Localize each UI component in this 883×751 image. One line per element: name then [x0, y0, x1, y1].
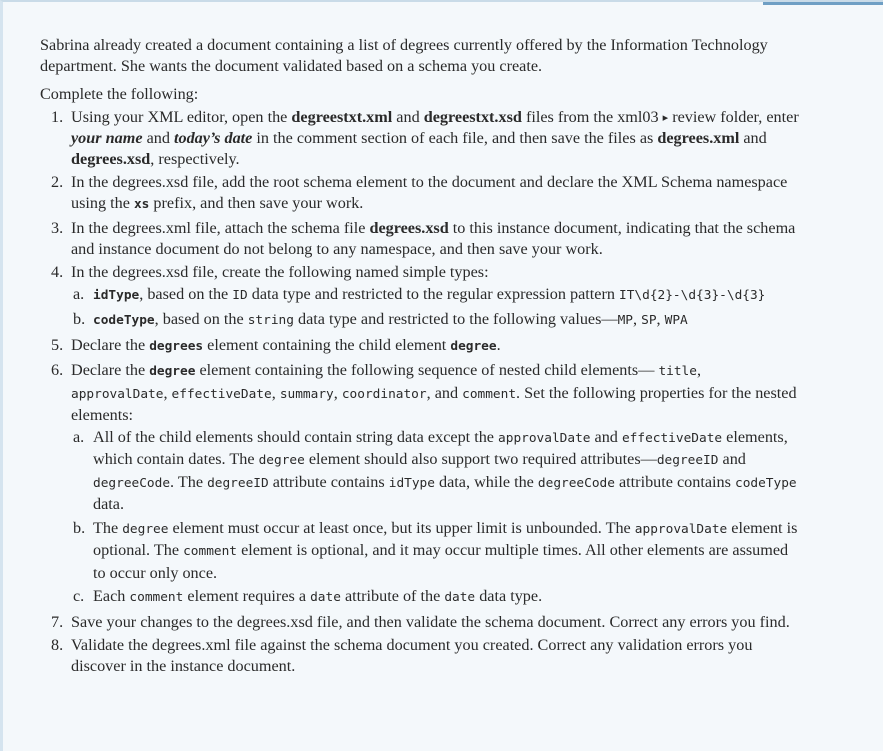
substep-letter: c. — [73, 587, 85, 605]
step-text: Declare the — [71, 335, 150, 354]
step-6 — [40, 360, 800, 609]
substep-6a — [71, 427, 800, 515]
code-date-type: date — [444, 590, 476, 605]
step-text: attribute contains — [614, 472, 735, 491]
step-text: data, while the — [434, 472, 538, 491]
step-number: 1. — [51, 107, 64, 126]
step-text: review folder, enter — [668, 107, 799, 126]
step-8 — [40, 635, 800, 676]
step-text: Save your changes to the degrees.xsd file, and then validate the schema document. Correct any errors you find. — [71, 612, 790, 631]
step-2 — [40, 172, 800, 215]
steps-list — [40, 107, 800, 677]
step-text: The — [93, 518, 123, 537]
instructions-lead: Complete the following: — [40, 85, 199, 103]
step-text: Validate the degrees.xml file against the schema document you created. Correct any validation errors you discover in the instance document. — [71, 636, 753, 675]
code-degree: degree — [149, 364, 196, 379]
step-text: , — [633, 310, 642, 328]
step-text: In the degrees.xsd file, create the following named simple types: — [71, 263, 489, 281]
step-number: 6. — [51, 361, 64, 379]
step-text: Declare the — [71, 361, 150, 379]
step-text: element must occur at least once, but its upper limit is unbounded. The — [168, 518, 635, 537]
path-arrow-icon: ▸ — [662, 111, 669, 124]
code-degreeid: degreeID — [207, 475, 269, 491]
step-1 — [40, 107, 800, 170]
step-text: , — [656, 310, 665, 328]
substep-4b — [71, 309, 800, 332]
substep-letter: a. — [73, 284, 85, 303]
step-number: 5. — [51, 335, 64, 354]
separator: , and — [426, 383, 463, 402]
code-mp: MP — [617, 313, 634, 328]
step-number: 2. — [51, 173, 64, 191]
step-text: , based on the — [154, 310, 248, 328]
code-codetype: codeType — [734, 475, 797, 491]
step-text: in the comment section of each file, and then save the files as — [252, 129, 658, 147]
step-text: . — [496, 335, 501, 354]
step-number: 4. — [51, 263, 64, 281]
step-text: element containing the following sequence of nested child elements— — [195, 361, 659, 379]
separator: , — [271, 383, 280, 402]
step-text: element is optional, and it may occur multiple times. All other elements are assumed to occur only once. — [93, 541, 789, 582]
step-text: and — [739, 129, 767, 147]
code-idtype: idType — [388, 475, 435, 491]
substep-4a — [71, 284, 800, 307]
substeps-list — [71, 427, 800, 609]
code-title: title — [658, 364, 697, 379]
filename-degrees-xsd: degrees.xsd — [369, 219, 449, 237]
step-text: , based on the — [139, 284, 233, 303]
code-date-attribute: date — [310, 590, 341, 605]
code-coordinator: coordinator — [341, 386, 427, 402]
step-text: , respectively. — [150, 149, 240, 168]
code-degreecode: degreeCode — [93, 475, 171, 491]
step-text: element is optional. The — [93, 518, 798, 559]
substep-6c — [71, 586, 800, 609]
code-effectivedate: effectiveDate — [171, 386, 272, 402]
code-approvaldate: approvalDate — [634, 521, 728, 537]
substep-letter: a. — [73, 427, 85, 446]
code-regex-pattern: IT\d{2}-\d{3}-\d{3} — [619, 287, 766, 303]
step-text: prefix, and then save your work. — [149, 193, 364, 212]
code-string: string — [247, 313, 294, 328]
step-text: data type and restricted to the regular expression pattern — [247, 284, 619, 303]
step-text: elements, which contain dates. The — [93, 427, 788, 468]
step-number: 7. — [51, 612, 64, 631]
code-comment: comment — [129, 590, 184, 605]
code-degrees: degrees — [149, 338, 204, 354]
step-text: In the degrees.xsd file, add the root schema element to the document and declare the XML Schema namespace using the — [71, 173, 788, 212]
filename-degrees-xsd: degrees.xsd — [71, 149, 151, 168]
step-text: In the degrees.xml file, attach the schema file — [71, 219, 370, 237]
code-wpa: WPA — [664, 313, 688, 328]
separator: , — [163, 383, 172, 402]
code-xs: xs — [133, 196, 150, 212]
step-text: element should also support two required attributes— — [304, 450, 657, 468]
code-sp: SP — [641, 313, 657, 328]
code-comment: comment — [462, 386, 517, 402]
code-degree: degree — [258, 453, 305, 468]
step-text: to this instance document, indicating that the schema and instance document do not belong to any namespace, and then save your work. — [71, 219, 796, 258]
step-4 — [40, 262, 800, 332]
substep-letter: b. — [73, 310, 86, 328]
code-degreecode: degreeCode — [537, 475, 615, 491]
code-approvaldate: approvalDate — [498, 430, 591, 446]
step-7 — [40, 612, 800, 633]
filename-degrees-xml: degrees.xml — [657, 129, 740, 147]
code-effectivedate: effectiveDate — [621, 430, 723, 446]
step-text: and — [590, 427, 622, 446]
exercise-content — [40, 35, 800, 679]
separator: , — [333, 383, 342, 402]
todays-date-emphasis: today’s date — [173, 129, 253, 147]
step-text: data. — [93, 495, 125, 513]
step-text: . The — [170, 472, 208, 491]
step-text: element requires a — [183, 587, 311, 605]
separator: , — [696, 361, 702, 379]
code-id: ID — [232, 287, 248, 303]
substep-letter: b. — [73, 518, 86, 537]
substep-6b — [71, 518, 800, 584]
filename-degreestxt-xsd: degreestxt.xsd — [423, 107, 522, 126]
step-text: . Set the following properties for the nested elements: — [71, 383, 797, 424]
step-text: and — [142, 129, 174, 147]
step-text: and — [392, 107, 424, 126]
code-summary: summary — [279, 386, 334, 402]
code-approvaldate: approvalDate — [71, 386, 164, 402]
step-text: All of the child elements should contain string data except the — [93, 427, 499, 446]
top-accent-line — [763, 2, 883, 5]
step-text: attribute contains — [268, 472, 389, 491]
step-number: 8. — [51, 636, 64, 654]
code-degree: degree — [122, 521, 169, 537]
step-text: attribute of the — [340, 587, 445, 605]
step-text: data type and restricted to the following values— — [293, 310, 618, 328]
step-text: and — [718, 450, 746, 468]
step-text: files from the xml03 — [521, 107, 663, 126]
code-codetype: codeType — [93, 313, 155, 328]
your-name-emphasis: your name — [71, 129, 143, 147]
step-5 — [40, 335, 800, 358]
substeps-list — [71, 284, 800, 332]
code-comment: comment — [183, 544, 238, 559]
code-degreeid: degreeID — [656, 453, 719, 468]
step-text: Each — [93, 587, 130, 605]
code-idtype: idType — [93, 287, 140, 303]
step-text: element containing the child element — [203, 335, 451, 354]
intro-paragraph: Sabrina already created a document containing a list of degrees currently offered by the Information Technology department. She wants the document validated based on a schema you create. — [40, 36, 768, 75]
step-text: data type. — [475, 587, 543, 605]
step-3 — [40, 218, 800, 259]
step-number: 3. — [51, 219, 64, 237]
filename-degreestxt-xml: degreestxt.xml — [291, 107, 393, 126]
code-degree: degree — [450, 338, 497, 354]
step-text: Using your XML editor, open the — [71, 107, 292, 126]
